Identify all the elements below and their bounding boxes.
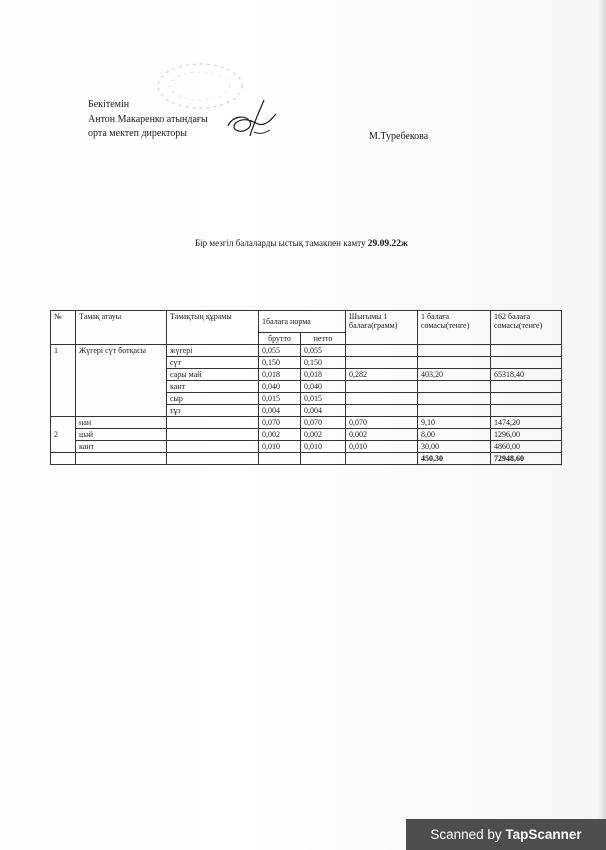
cost-all-value: 4860,00 xyxy=(491,441,562,453)
header-number: № xyxy=(51,311,76,345)
consumption-value xyxy=(346,405,418,417)
header-norm: 1балаға норма xyxy=(259,311,346,333)
cost-one-value: 9,10 xyxy=(418,417,491,429)
ingredient-name xyxy=(167,429,259,441)
netto-value: 0,015 xyxy=(301,393,346,405)
total-empty xyxy=(301,453,346,465)
table-row xyxy=(51,441,562,453)
meal-cost-table xyxy=(50,310,562,465)
approval-line-school: Антон Макаренко атындағы xyxy=(88,113,208,125)
total-empty xyxy=(259,453,301,465)
section1-number: 1 xyxy=(51,345,76,417)
cost-one-value: 8,00 xyxy=(418,429,491,441)
consumption-value xyxy=(346,345,418,357)
brutto-value: 0,010 xyxy=(259,441,301,453)
netto-value: 0,040 xyxy=(301,381,346,393)
cost-all-value xyxy=(491,405,562,417)
scanner-watermark xyxy=(406,819,606,850)
ingredient-name: кант xyxy=(167,381,259,393)
approval-line-director-title: орта мектеп директоры xyxy=(88,128,188,139)
brutto-value: 0,015 xyxy=(259,393,301,405)
document-title-text: Бір мезгіл балаларды ыстық тамакпен камту xyxy=(195,238,366,248)
header-composition: Тамақтың құрамы xyxy=(167,311,259,345)
document-date: 29.09.22ж xyxy=(367,239,408,249)
ingredient-name xyxy=(167,417,259,429)
header-netto: нетто xyxy=(301,333,346,345)
netto-value: 0,018 xyxy=(301,369,346,381)
netto-value: 0,055 xyxy=(301,345,346,357)
section1-dish: Жүгері сүт ботқасы xyxy=(76,345,167,417)
consumption-value xyxy=(346,393,418,405)
brutto-value: 0,040 xyxy=(259,381,301,393)
ingredient-name xyxy=(167,441,259,453)
total-empty xyxy=(51,453,76,465)
dish-name: кант xyxy=(76,441,167,453)
brutto-value: 0,070 xyxy=(259,417,301,429)
cost-all-value xyxy=(491,357,562,369)
netto-value: 0,150 xyxy=(301,357,346,369)
ingredient-name: сүт xyxy=(167,357,259,369)
total-empty xyxy=(346,453,418,465)
brutto-value: 0,150 xyxy=(259,357,301,369)
consumption-value xyxy=(346,381,418,393)
cost-one-value xyxy=(418,381,491,393)
total-cost-one: 450,30 xyxy=(418,453,491,465)
consumption-value: 0,010 xyxy=(346,441,418,453)
total-empty xyxy=(167,453,259,465)
netto-value: 0,002 xyxy=(301,429,346,441)
header-consumption: Шығымы 1 балаға(грамм) xyxy=(346,311,418,345)
director-name: М.Туребекова xyxy=(369,131,429,142)
brutto-value: 0,018 xyxy=(259,369,301,381)
cost-one-value xyxy=(418,405,491,417)
total-cost-all: 72948,60 xyxy=(491,453,562,465)
watermark-prefix: Scanned by xyxy=(430,827,502,842)
netto-value: 0,010 xyxy=(301,441,346,453)
section1-consumption: 0,282 xyxy=(346,369,418,381)
table-row xyxy=(51,429,562,441)
consumption-value: 0,002 xyxy=(346,429,418,441)
table-row xyxy=(51,417,562,429)
section2-number: 2 xyxy=(51,417,76,453)
document-title xyxy=(195,238,408,249)
dish-name: нан xyxy=(76,417,167,429)
section1-cost-all: 65318,40 xyxy=(491,369,562,381)
cost-all-value xyxy=(491,381,562,393)
page-edge-shadow xyxy=(598,0,606,850)
dish-name: шәй xyxy=(76,429,167,441)
table-header-row xyxy=(51,311,562,333)
header-cost-all: 162 балаға сомасы(тенге) xyxy=(491,311,562,345)
total-empty xyxy=(76,453,167,465)
cost-all-value xyxy=(491,393,562,405)
cost-all-value: 1296,00 xyxy=(491,429,562,441)
brutto-value: 0,002 xyxy=(259,429,301,441)
watermark-brand: TapScanner xyxy=(505,827,582,842)
header-dish-name: Тамақ атауы xyxy=(76,311,167,345)
ingredient-name: жүгері xyxy=(167,345,259,357)
director-signature xyxy=(224,96,284,146)
cost-one-value xyxy=(418,393,491,405)
cost-all-value: 1474,20 xyxy=(491,417,562,429)
consumption-value: 0,070 xyxy=(346,417,418,429)
cost-all-value xyxy=(491,345,562,357)
header-brutto: брутто xyxy=(259,333,301,345)
table-row xyxy=(51,345,562,357)
approval-line-approve: Бекітемін xyxy=(88,99,130,110)
netto-value: 0,070 xyxy=(301,417,346,429)
ingredient-name: сыр xyxy=(167,393,259,405)
brutto-value: 0,055 xyxy=(259,345,301,357)
header-cost-one: 1 балаға сомасы(тенге) xyxy=(418,311,491,345)
consumption-value xyxy=(346,357,418,369)
section1-cost-one: 403,20 xyxy=(418,369,491,381)
ingredient-name: тұз xyxy=(167,405,259,417)
cost-one-value xyxy=(418,345,491,357)
approval-block xyxy=(88,98,208,142)
netto-value: 0,004 xyxy=(301,405,346,417)
cost-one-value xyxy=(418,357,491,369)
cost-one-value: 30,00 xyxy=(418,441,491,453)
table-total-row xyxy=(51,453,562,465)
ingredient-name: сары май xyxy=(167,369,259,381)
brutto-value: 0,004 xyxy=(259,405,301,417)
